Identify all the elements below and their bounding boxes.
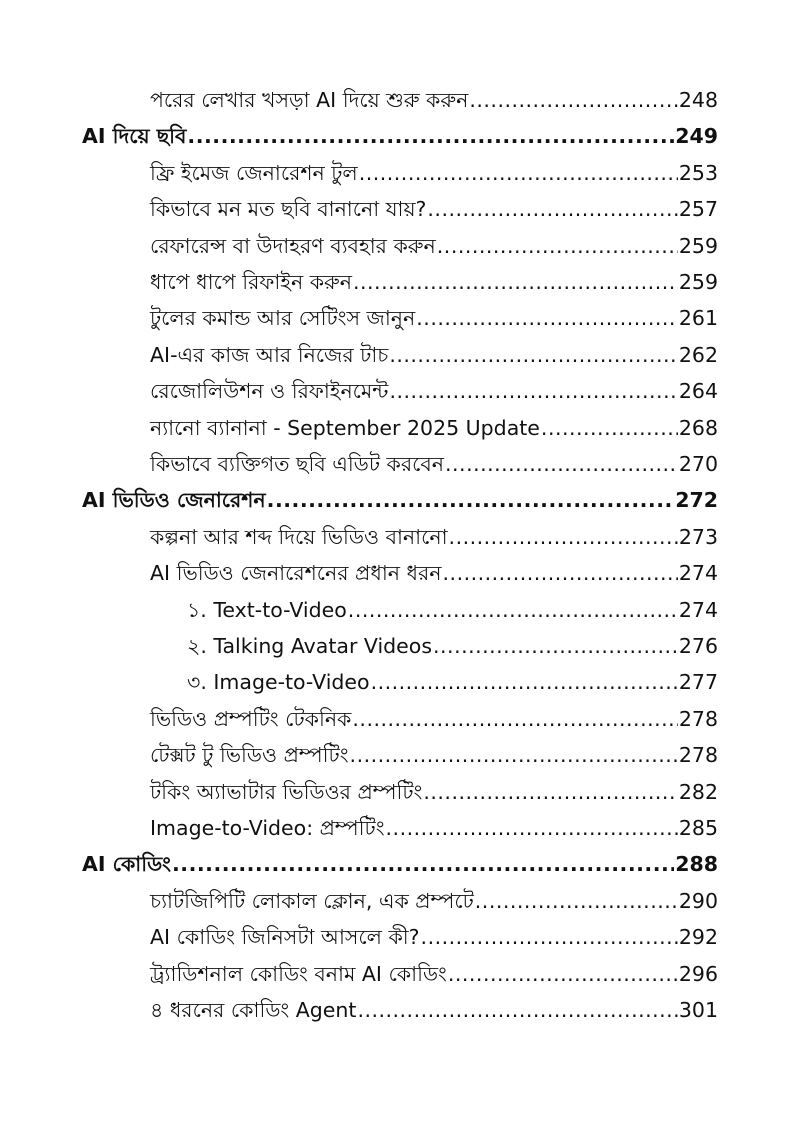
toc-entry-title: টকিং অ্যাভাটার ভিডিওর প্রম্পটিং — [150, 779, 423, 804]
toc-page-number: 248 — [678, 88, 718, 112]
toc-entry-title: টেক্সট টু ভিডিও প্রম্পটিং — [150, 743, 349, 768]
toc-entry-title: ভিডিও প্রম্পটিং টেকনিক — [150, 706, 352, 731]
toc-page-number: 264 — [678, 379, 718, 404]
toc-dot-leader — [172, 846, 674, 882]
toc-section-entry — [150, 555, 718, 591]
toc-dot-leader — [541, 410, 678, 446]
toc-entry-title: ১. Text-to-Video — [187, 597, 347, 622]
toc-entry-title: AI ভিডিও জেনারেশন — [82, 488, 266, 513]
toc-page-number: 277 — [678, 670, 718, 695]
toc-entry-title: কল্পনা আর শব্দ দিয়ে ভিডিও বানানো — [150, 524, 448, 549]
toc-page-number: 282 — [678, 779, 718, 804]
toc-dot-leader — [389, 373, 677, 409]
toc-entry-title: AI কোডিং — [82, 852, 172, 877]
toc-section-entry — [150, 774, 718, 810]
toc-section-entry — [150, 810, 718, 846]
toc-section-entry — [150, 737, 718, 773]
toc-entry-title: ট্র্যাডিশনাল কোডিং বনাম AI কোডিং — [150, 961, 447, 986]
toc-entry-title: ২. Talking Avatar Videos — [187, 634, 433, 658]
toc-dot-leader — [350, 737, 678, 773]
toc-section-entry — [150, 701, 718, 737]
toc-dot-leader — [448, 956, 678, 992]
toc-dot-leader — [449, 519, 678, 555]
toc-page-number: 249 — [675, 124, 718, 149]
toc-section-entry — [150, 446, 718, 482]
toc-chapter-entry — [82, 482, 718, 518]
toc-dot-leader — [353, 264, 678, 300]
toc-dot-leader — [469, 82, 677, 118]
toc-section-entry — [150, 373, 718, 409]
toc-dot-leader — [187, 118, 674, 154]
toc-section-entry — [187, 664, 718, 700]
toc-section-entry — [150, 337, 718, 373]
toc-page-number: 301 — [678, 998, 718, 1022]
toc-dot-leader — [437, 228, 678, 264]
toc-entry-title: চ্যাটজিপিটি লোকাল ক্লোন, এক প্রম্পটে — [150, 888, 474, 913]
toc-dot-leader — [386, 810, 678, 846]
toc-dot-leader — [423, 774, 677, 810]
toc-section-entry — [150, 82, 718, 118]
toc-section-entry — [150, 919, 718, 955]
toc-dot-leader — [443, 555, 678, 591]
toc-page-number: 257 — [678, 197, 718, 222]
toc-section-entry — [150, 956, 718, 992]
toc-dot-leader — [421, 919, 678, 955]
toc-page-number: 268 — [678, 415, 718, 440]
toc-dot-leader — [475, 883, 678, 919]
toc-dot-leader — [371, 664, 678, 700]
toc-page-number: 285 — [678, 816, 718, 840]
toc-entry-title: ৩. Image-to-Video — [187, 670, 370, 695]
toc-entry-title: কিভাবে মন মত ছবি বানানো যায়? — [150, 197, 427, 222]
toc-section-entry — [150, 883, 718, 919]
toc-dot-leader — [359, 155, 678, 191]
toc-chapter-entry — [82, 118, 718, 154]
toc-entry-title: AI ভিডিও জেনারেশনের প্রধান ধরন — [150, 561, 442, 586]
toc-page-number: 272 — [675, 488, 718, 513]
toc-chapter-entry — [82, 846, 718, 882]
toc-section-entry — [150, 992, 718, 1028]
toc-entry-title: AI দিয়ে ছবি — [82, 124, 187, 149]
toc-page-number: 278 — [678, 743, 718, 768]
toc-page-number: 290 — [678, 888, 718, 913]
toc-page-number: 274 — [678, 561, 718, 586]
toc-page-number: 259 — [678, 270, 718, 294]
toc-section-entry — [187, 592, 718, 628]
toc-dot-leader — [357, 992, 677, 1028]
toc-page-number: 273 — [678, 524, 718, 549]
toc-entry-title: টুলের কমান্ড আর সেটিংস জানুন — [150, 306, 416, 331]
toc-page-number: 259 — [678, 233, 718, 258]
toc-dot-leader — [267, 482, 675, 518]
toc-entry-title: রেজোলিউশন ও রিফাইনমেন্ট — [150, 379, 389, 404]
toc-entry-title: ধাপে ধাপে রিফাইন করুন — [150, 270, 352, 294]
toc-dot-leader — [433, 628, 678, 664]
toc-section-entry — [150, 300, 718, 336]
toc-page-number: 288 — [675, 852, 718, 877]
toc-page-number: 253 — [678, 160, 718, 185]
toc-page-number: 274 — [678, 597, 718, 622]
toc-entry-title: পরের লেখার খসড়া AI দিয়ে শুরু করুন — [150, 88, 469, 112]
toc-section-entry — [150, 519, 718, 555]
toc-entry-title: ৪ ধরনের কোডিং Agent — [150, 998, 357, 1022]
toc-entry-title: Image-to-Video: প্রম্পটিং — [150, 816, 385, 840]
toc-section-entry — [150, 410, 718, 446]
toc-entry-title: ন্যানো ব্যানানা - September 2025 Update — [150, 415, 540, 440]
toc-dot-leader — [427, 191, 677, 227]
toc-page-number: 270 — [678, 452, 718, 476]
toc-section-entry — [150, 155, 718, 191]
toc-page-number: 276 — [678, 634, 718, 658]
toc-dot-leader — [416, 300, 678, 336]
toc-page-number: 261 — [678, 306, 718, 331]
toc-page-number: 278 — [678, 706, 718, 731]
toc-entry-title: AI-এর কাজ আর নিজের টাচ — [150, 342, 389, 367]
toc-dot-leader — [352, 701, 677, 737]
toc-entry-title: রেফারেন্স বা উদাহরণ ব্যবহার করুন — [150, 233, 436, 258]
toc-page-number: 296 — [678, 961, 718, 986]
toc-entry-title: কিভাবে ব্যক্তিগত ছবি এডিট করবেন — [150, 452, 445, 476]
toc-section-entry — [150, 228, 718, 264]
toc-dot-leader — [445, 446, 678, 482]
toc-section-entry — [150, 191, 718, 227]
toc-entry-title: AI কোডিং জিনিসটা আসলে কী? — [150, 925, 420, 950]
toc-section-entry — [150, 264, 718, 300]
toc-entry-title: ফ্রি ইমেজ জেনারেশন টুল — [150, 160, 358, 185]
toc-page-number: 292 — [678, 925, 718, 950]
toc-dot-leader — [389, 337, 678, 373]
toc-page-number: 262 — [678, 342, 718, 367]
toc-dot-leader — [348, 592, 678, 628]
toc-section-entry — [187, 628, 718, 664]
